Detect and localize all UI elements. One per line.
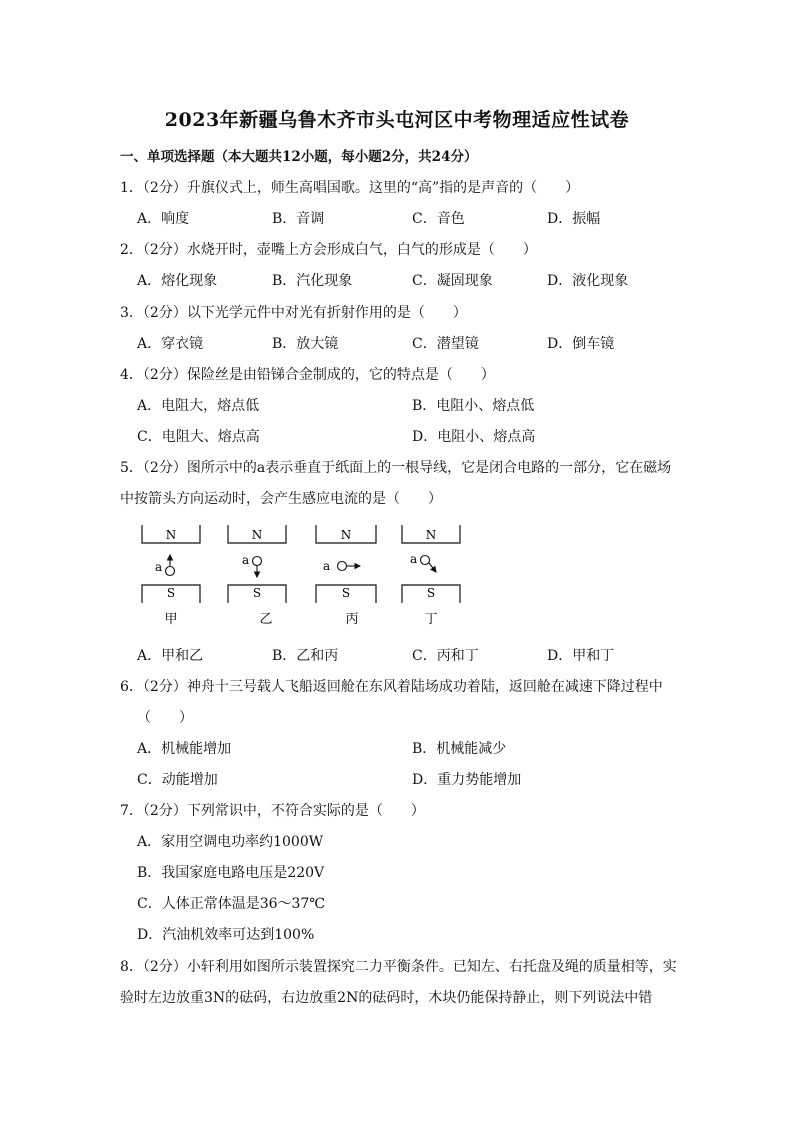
wire-label: a (323, 559, 331, 573)
q7-option-d: D．汽油机效率可达到100% (137, 927, 315, 943)
q2-option-d: D．液化现象 (547, 273, 629, 289)
q6-option-b: B．机械能减少 (412, 741, 507, 757)
panel-label-bing: 丙 (345, 612, 359, 627)
q6-option-a: A．机械能增加 (137, 741, 232, 757)
panel-jia (142, 525, 200, 627)
q5-option-b: B．乙和丙 (272, 648, 339, 664)
q1-option-a: A．响度 (137, 211, 190, 227)
motion-arrow-icon (429, 563, 436, 572)
q2-option-a: A．熔化现象 (137, 273, 218, 289)
wire-conductor (338, 562, 347, 571)
panel-label-yi: 乙 (259, 612, 273, 627)
q5-option-c: C．丙和丁 (412, 648, 479, 664)
north-pole-label: N (340, 528, 352, 542)
wire-label: a (410, 552, 418, 566)
q4-option-c: C．电阻大、熔点高 (137, 429, 260, 445)
question-7-stem: 7．（2分）下列常识中，不符合实际的是（ ） (120, 803, 425, 819)
north-pole-label: N (425, 528, 437, 542)
question-2-stem: 2．（2分）水烧开时，壶嘴上方会形成白气，白气的形成是（ ） (120, 242, 537, 258)
question-3-stem: 3．（2分）以下光学元件中对光有折射作用的是（ ） (120, 305, 467, 321)
q5-option-a: A．甲和乙 (137, 648, 204, 664)
section-heading: 一、单项选择题（本大题共12小题，每小题2分，共24分） (120, 149, 478, 165)
q2-option-b: B．汽化现象 (272, 273, 353, 289)
wire-conductor (166, 567, 175, 576)
panel-label-ding: 丁 (424, 612, 438, 627)
q3-option-c: C．潜望镜 (412, 336, 479, 352)
question-6-stem-line1: 6．（2分）神舟十三号载人飞船返回舱在东风着陆场成功着陆，返回舱在减速下降过程中 (120, 679, 663, 695)
south-pole-label: S (426, 586, 436, 600)
q6-option-d: D．重力势能增加 (412, 772, 522, 788)
wire-label: a (242, 553, 250, 567)
q7-option-a: A．家用空调电功率约1000W (137, 834, 324, 850)
panel-ding (402, 525, 460, 627)
question-8-stem-line1: 8．（2分）小轩利用如图所示装置探究二力平衡条件。已知左、右托盘及绳的质量相等，实 (120, 959, 677, 975)
south-pole-label: S (341, 586, 351, 600)
question-8-stem-line2: 验时左边放重3N的砝码，右边放重2N的砝码时，木块仍能保持静止，则下列说法中错 (120, 990, 653, 1006)
q1-option-b: B．音调 (272, 211, 325, 227)
q1-option-c: C．音色 (412, 211, 465, 227)
south-pole-label: S (166, 586, 176, 600)
q4-option-a: A．电阻大，熔点低 (137, 398, 260, 414)
panel-bing (316, 525, 376, 627)
wire-label: a (155, 560, 163, 574)
wire-conductor (421, 556, 430, 565)
q7-option-b: B．我国家庭电路电压是220V (137, 865, 325, 881)
q1-option-d: D．振幅 (547, 211, 601, 227)
question-5-stem-line1: 5．（2分）图所示中的a表示垂直于纸面上的一根导线，它是闭合电路的一部分，它在磁场 (120, 460, 672, 476)
north-pole-label: N (165, 528, 177, 542)
q4-option-b: B．电阻小、熔点低 (412, 398, 535, 414)
question-4-stem: 4．（2分）保险丝是由铅锑合金制成的，它的特点是（ ） (120, 367, 495, 383)
q5-option-d: D．甲和丁 (547, 648, 615, 664)
q2-option-c: C．凝固现象 (412, 273, 493, 289)
magnet-figure (120, 515, 480, 635)
q6-option-c: C．动能增加 (137, 772, 218, 788)
panel-yi (228, 525, 286, 627)
q3-option-b: B．放大镜 (272, 336, 339, 352)
page-title: 2023年新疆乌鲁木齐市头屯河区中考物理适应性试卷 (164, 109, 630, 131)
panel-label-jia: 甲 (164, 612, 178, 627)
question-6-stem-line2: （ ） (137, 710, 193, 726)
question-1-stem: 1．（2分）升旗仪式上，师生高唱国歌。这里的“高”指的是声音的（ ） (120, 180, 580, 196)
q4-option-d: D．电阻小、熔点高 (412, 429, 536, 445)
wire-conductor (253, 557, 262, 566)
north-pole-label: N (251, 528, 263, 542)
q3-option-a: A．穿衣镜 (137, 336, 204, 352)
question-5-stem-line2: 中按箭头方向运动时，会产生感应电流的是（ ） (120, 491, 442, 507)
q3-option-d: D．倒车镜 (547, 336, 615, 352)
q7-option-c: C．人体正常体温是36～37℃ (137, 896, 326, 912)
south-pole-label: S (252, 586, 262, 600)
